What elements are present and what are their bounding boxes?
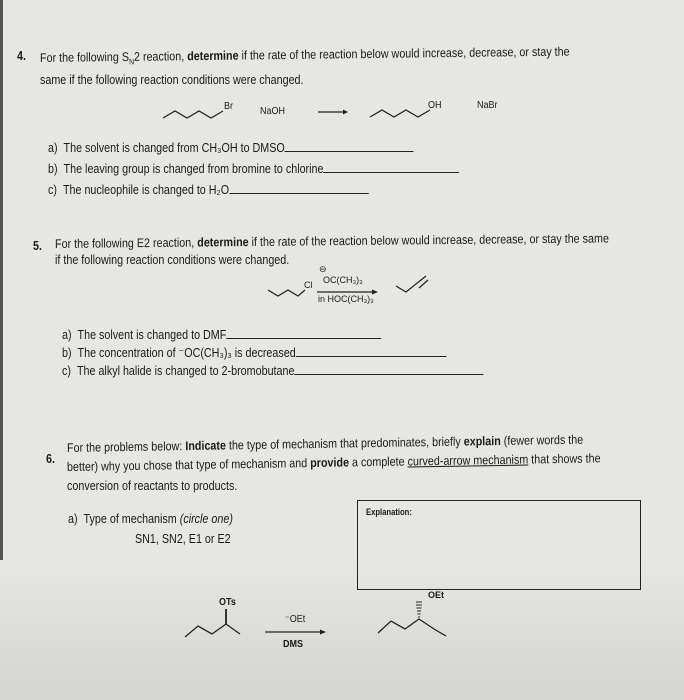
q5-reactant-group: Cl [304,280,313,290]
q5-reagent-above: OC(CH₃)₃ [323,275,363,285]
q6-number: 6. [46,452,55,466]
q5-reagent-below: in HOC(CH₃)₃ [318,294,374,304]
q5-part-a: a) The solvent is changed to DMF [62,327,381,342]
q4-part-b: b) The leaving group is changed from bromine to chlorine [48,161,459,176]
q4-prompt-line1: For the following $S_N2$ reaction, determine if the rate of the reaction below would increase, decrease, or stay the [39,44,570,67]
q6-product-group: OEt [428,590,445,600]
q6-prompt-line1: For the problems below: Indicate the type of mechanism that predominates, briefly explain (fewer words the [66,432,584,455]
q6-leaving-group: OTs [219,597,236,608]
tosylate-structure [185,624,240,637]
q4-product-group: OH [428,100,442,111]
mechanism-options[interactable]: SN1, SN2, E1 or E2 [135,532,231,546]
q5-part-c: c) The alkyl halide is changed to 2-bromobutane [62,363,484,378]
q4-reactant-group: Br [224,101,233,112]
q4-prompt-line2: same if the following reaction conditions were changed. [40,73,304,87]
q6-reagent-above: ⁻OEt [285,614,306,625]
q4-byproduct: NaBr [477,100,498,111]
explanation-label: Explanation: [366,507,412,517]
hashed-wedge [416,602,422,617]
q6-prompt-line2: better) why you chose that type of mechanism and provide a complete curved-arrow mechanism that shows the [66,451,601,474]
q4-reagent: NaOH [260,106,286,117]
arrow-head [320,630,326,635]
q5-number: 5. [33,239,42,253]
q5-prompt-line1: For the following E2 reaction, determine if the rate of the reaction below would increase, decrease, or stay the same [54,231,609,251]
q4-part-a: a) The solvent is changed from CH₃OH to DMSO [48,140,414,155]
q6-reagent-below: DMS [283,639,304,650]
q6-prompt-line3: conversion of reactants to products. [67,479,238,493]
q4-part-c: c) The nucleophile is changed to H₂O [48,182,368,197]
ether-product-structure [378,619,446,636]
q5-reagent-charge: ⊖ [319,264,327,274]
q5-prompt-line2: if the following reaction conditions were changed. [55,253,290,267]
q6-part-a: a) Type of mechanism (circle one) [68,512,233,526]
q4-number: 4. [17,49,26,63]
q5-part-b: b) The concentration of ⁻OC(CH₃)₃ is decreased [62,345,446,360]
